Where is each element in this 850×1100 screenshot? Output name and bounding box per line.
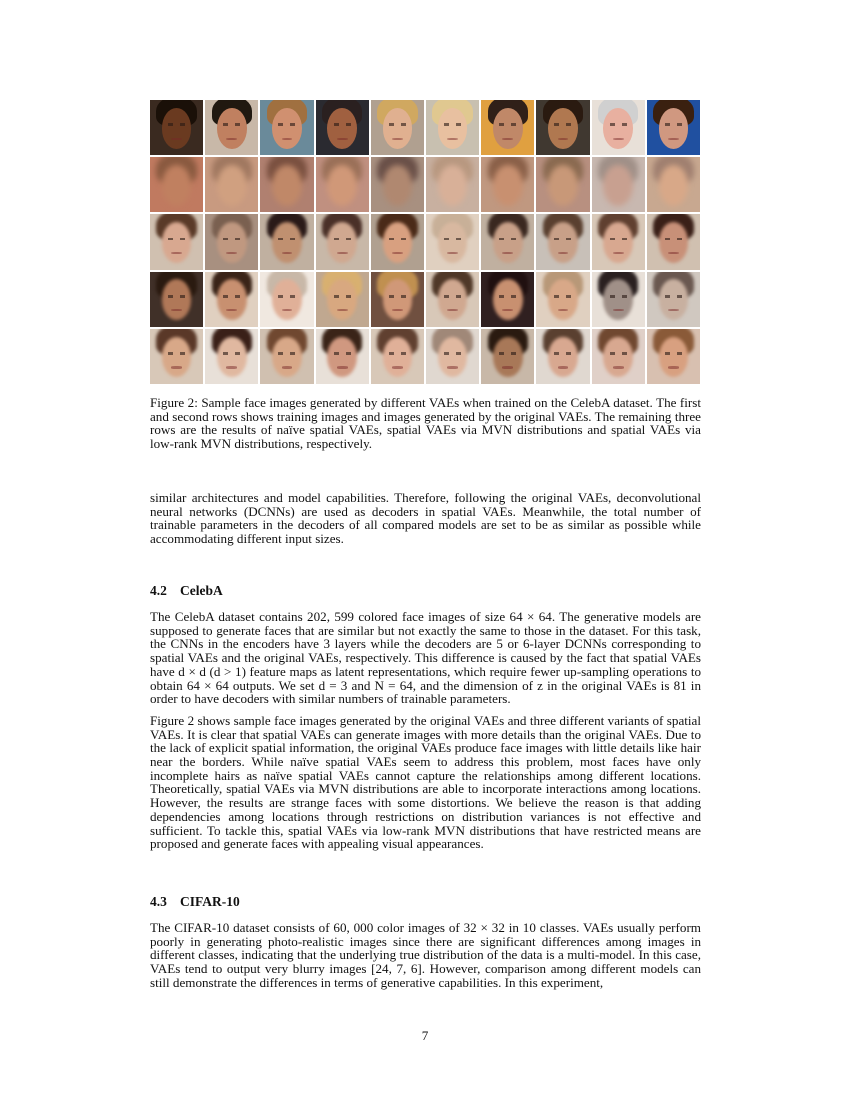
face-image-r1-c5 bbox=[371, 100, 424, 155]
face-image-r4-c6 bbox=[426, 272, 479, 327]
section-heading-4-2 bbox=[150, 583, 223, 599]
face-shape bbox=[659, 337, 689, 378]
eyes-shape bbox=[389, 295, 406, 298]
mouth-shape bbox=[282, 138, 293, 140]
face-shape bbox=[493, 337, 523, 378]
eyes-shape bbox=[665, 352, 682, 355]
face-shape bbox=[603, 337, 633, 378]
face-shape bbox=[603, 165, 633, 206]
face-image-r2-c1 bbox=[150, 157, 203, 212]
mouth-shape bbox=[337, 366, 348, 368]
face-image-r3-c4 bbox=[316, 214, 369, 269]
mouth-shape bbox=[668, 138, 679, 140]
face-shape bbox=[327, 108, 357, 149]
mouth-shape bbox=[558, 366, 569, 368]
face-image-r5-c6 bbox=[426, 329, 479, 384]
face-image-r4-c4 bbox=[316, 272, 369, 327]
face-image-r3-c8 bbox=[536, 214, 589, 269]
face-image-r2-c4 bbox=[316, 157, 369, 212]
figure-2-face-grid bbox=[150, 100, 700, 384]
face-shape bbox=[217, 222, 247, 263]
face-image-r2-c3 bbox=[260, 157, 313, 212]
face-shape bbox=[438, 108, 468, 149]
face-image-r3-c7 bbox=[481, 214, 534, 269]
eyes-shape bbox=[444, 295, 461, 298]
face-image-r3-c6 bbox=[426, 214, 479, 269]
face-shape bbox=[327, 222, 357, 263]
face-image-r1-c7 bbox=[481, 100, 534, 155]
mouth-shape bbox=[226, 252, 237, 254]
face-image-r5-c8 bbox=[536, 329, 589, 384]
mouth-shape bbox=[613, 138, 624, 140]
eyes-shape bbox=[444, 238, 461, 241]
face-shape bbox=[162, 165, 192, 206]
figure-caption: Figure 2: Sample face images generated by different VAEs when trained on the CelebA dataset. The first and second rows shows training images and images generated by the original VAEs. The remaining three rows are the results of naïve spatial VAEs, spatial VAEs via MVN distributions and spatial VAEs via low-rank MVN distributions, respectively. bbox=[150, 395, 701, 452]
eyes-shape bbox=[278, 123, 295, 126]
mouth-shape bbox=[392, 366, 403, 368]
face-image-r2-c10 bbox=[647, 157, 700, 212]
face-shape bbox=[383, 165, 413, 206]
face-shape bbox=[438, 337, 468, 378]
eyes-shape bbox=[610, 295, 627, 298]
face-image-r2-c7 bbox=[481, 157, 534, 212]
face-shape bbox=[603, 279, 633, 320]
face-shape bbox=[438, 222, 468, 263]
face-shape bbox=[272, 165, 302, 206]
eyes-shape bbox=[334, 352, 351, 355]
face-shape bbox=[217, 165, 247, 206]
face-shape bbox=[327, 165, 357, 206]
face-image-r2-c6 bbox=[426, 157, 479, 212]
face-shape bbox=[162, 337, 192, 378]
face-shape bbox=[493, 279, 523, 320]
eyes-shape bbox=[389, 123, 406, 126]
face-image-r1-c2 bbox=[205, 100, 258, 155]
face-shape bbox=[272, 108, 302, 149]
face-image-r1-c1 bbox=[150, 100, 203, 155]
eyes-shape bbox=[499, 352, 516, 355]
face-image-r3-c10 bbox=[647, 214, 700, 269]
eyes-shape bbox=[168, 352, 185, 355]
face-image-r4-c10 bbox=[647, 272, 700, 327]
face-image-r3-c5 bbox=[371, 214, 424, 269]
face-shape bbox=[659, 165, 689, 206]
face-image-r1-c8 bbox=[536, 100, 589, 155]
eyes-shape bbox=[334, 123, 351, 126]
face-shape bbox=[548, 165, 578, 206]
face-image-r4-c8 bbox=[536, 272, 589, 327]
mouth-shape bbox=[226, 138, 237, 140]
face-shape bbox=[217, 279, 247, 320]
face-image-r5-c7 bbox=[481, 329, 534, 384]
eyes-shape bbox=[223, 238, 240, 241]
face-image-r3-c3 bbox=[260, 214, 313, 269]
face-shape bbox=[548, 279, 578, 320]
section-number: 4.2 bbox=[150, 583, 167, 598]
face-shape bbox=[438, 165, 468, 206]
face-image-r2-c2 bbox=[205, 157, 258, 212]
eyes-shape bbox=[334, 295, 351, 298]
face-shape bbox=[493, 222, 523, 263]
eyes-shape bbox=[168, 238, 185, 241]
face-shape bbox=[603, 222, 633, 263]
eyes-shape bbox=[610, 352, 627, 355]
eyes-shape bbox=[665, 295, 682, 298]
face-image-r2-c8 bbox=[536, 157, 589, 212]
paragraph-continued: similar architectures and model capabilities. Therefore, following the original VAEs, deconvolutional neural networks (DCNNs) are used as decoders in spatial VAEs. Meanwhile, the total number of trainable parameters in the decoders of all compared models are set to be as similar as possible while accommodating different input sizes. bbox=[150, 490, 701, 547]
face-image-r2-c9 bbox=[592, 157, 645, 212]
eyes-shape bbox=[499, 123, 516, 126]
face-image-r5-c1 bbox=[150, 329, 203, 384]
face-image-r4-c9 bbox=[592, 272, 645, 327]
face-shape bbox=[493, 165, 523, 206]
eyes-shape bbox=[665, 238, 682, 241]
mouth-shape bbox=[558, 138, 569, 140]
eyes-shape bbox=[223, 295, 240, 298]
mouth-shape bbox=[447, 252, 458, 254]
face-shape bbox=[548, 337, 578, 378]
face-image-r4-c1 bbox=[150, 272, 203, 327]
section-title: CIFAR-10 bbox=[180, 894, 240, 909]
mouth-shape bbox=[613, 252, 624, 254]
mouth-shape bbox=[502, 138, 513, 140]
face-shape bbox=[162, 279, 192, 320]
mouth-shape bbox=[392, 252, 403, 254]
face-shape bbox=[383, 222, 413, 263]
mouth-shape bbox=[171, 366, 182, 368]
section-title: CelebA bbox=[180, 583, 223, 598]
mouth-shape bbox=[668, 252, 679, 254]
eyes-shape bbox=[665, 123, 682, 126]
mouth-shape bbox=[337, 252, 348, 254]
section-heading-4-3 bbox=[150, 894, 240, 910]
face-image-r1-c3 bbox=[260, 100, 313, 155]
face-shape bbox=[217, 337, 247, 378]
mouth-shape bbox=[613, 366, 624, 368]
face-shape bbox=[162, 108, 192, 149]
face-image-r1-c10 bbox=[647, 100, 700, 155]
face-image-r5-c10 bbox=[647, 329, 700, 384]
eyes-shape bbox=[223, 352, 240, 355]
face-image-r5-c4 bbox=[316, 329, 369, 384]
eyes-shape bbox=[334, 238, 351, 241]
face-shape bbox=[383, 337, 413, 378]
eyes-shape bbox=[278, 295, 295, 298]
mouth-shape bbox=[447, 138, 458, 140]
face-shape bbox=[383, 279, 413, 320]
eyes-shape bbox=[499, 238, 516, 241]
face-image-r2-c5 bbox=[371, 157, 424, 212]
mouth-shape bbox=[171, 138, 182, 140]
mouth-shape bbox=[502, 252, 513, 254]
face-image-r5-c5 bbox=[371, 329, 424, 384]
eyes-shape bbox=[610, 238, 627, 241]
eyes-shape bbox=[444, 352, 461, 355]
mouth-shape bbox=[226, 366, 237, 368]
face-image-r4-c2 bbox=[205, 272, 258, 327]
face-shape bbox=[438, 279, 468, 320]
face-shape bbox=[548, 108, 578, 149]
mouth-shape bbox=[392, 138, 403, 140]
face-shape bbox=[272, 222, 302, 263]
face-image-r1-c4 bbox=[316, 100, 369, 155]
eyes-shape bbox=[554, 352, 571, 355]
face-image-r4-c3 bbox=[260, 272, 313, 327]
eyes-shape bbox=[554, 238, 571, 241]
mouth-shape bbox=[171, 252, 182, 254]
face-shape bbox=[659, 222, 689, 263]
mouth-shape bbox=[502, 366, 513, 368]
section-4-2-body bbox=[150, 610, 701, 859]
section-number: 4.3 bbox=[150, 894, 167, 909]
mouth-shape bbox=[447, 366, 458, 368]
mouth-shape bbox=[668, 366, 679, 368]
eyes-shape bbox=[444, 123, 461, 126]
face-shape bbox=[659, 108, 689, 149]
paragraph-celeba-setup: The CelebA dataset contains 202, 599 colored face images of size 64 × 64. The generative models are supposed to generate faces that are similar but not exactly the same to those in the dataset. For this task, the CNNs in the encoders have 3 layers while the decoders are 5 or 6-layer DCNNs corresponding to spatial VAEs and the original VAEs, respectively. This difference is caused by the fact that spatial VAEs have d × d (d > 1) feature maps as latent representations, which require fewer up-sampling operations to obtain 64 × 64 outputs. We set d = 3 and N = 64, and the dimension of z in the original VAEs is 81 in order to have decoders with similar numbers of trainable parameters. bbox=[150, 609, 701, 707]
face-image-r1-c9 bbox=[592, 100, 645, 155]
face-shape bbox=[162, 222, 192, 263]
eyes-shape bbox=[499, 295, 516, 298]
eyes-shape bbox=[389, 238, 406, 241]
face-image-r5-c3 bbox=[260, 329, 313, 384]
mouth-shape bbox=[337, 138, 348, 140]
face-image-r4-c5 bbox=[371, 272, 424, 327]
face-image-r5-c9 bbox=[592, 329, 645, 384]
eyes-shape bbox=[278, 238, 295, 241]
face-shape bbox=[327, 337, 357, 378]
face-shape bbox=[327, 279, 357, 320]
mouth-shape bbox=[282, 366, 293, 368]
eyes-shape bbox=[168, 295, 185, 298]
eyes-shape bbox=[278, 352, 295, 355]
eyes-shape bbox=[610, 123, 627, 126]
face-image-r3-c1 bbox=[150, 214, 203, 269]
face-shape bbox=[383, 108, 413, 149]
face-shape bbox=[272, 337, 302, 378]
face-image-r3-c2 bbox=[205, 214, 258, 269]
eyes-shape bbox=[168, 123, 185, 126]
eyes-shape bbox=[389, 352, 406, 355]
face-shape bbox=[603, 108, 633, 149]
face-shape bbox=[272, 279, 302, 320]
paragraph-cifar: The CIFAR-10 dataset consists of 60, 000 color images of 32 × 32 in 10 classes. VAEs usually perform poorly in generating photo-realistic images since there are significant differences among images in different classes, indicating that the underlying true distribution of the data is a multi-model. In this case, VAEs tend to output very blurry images [24, 7, 6]. However, comparison among different models can still demonstrate the differences in terms of generative capabilities. In this experiment, bbox=[150, 920, 701, 990]
face-image-r5-c2 bbox=[205, 329, 258, 384]
paragraph-celeba-results: Figure 2 shows sample face images generated by the original VAEs and three different variants of spatial VAEs. It is clear that spatial VAEs can generate images with more details than the original VAEs. Due to the lack of explicit spatial information, the original VAEs produce face images with little details like hair near the borders. While naïve spatial VAEs seem to address this problem, most faces have only incomplete hairs as naïve spatial VAEs cannot capture the relationships among different locations. Theoretically, spatial VAEs via MVN distributions are able to incorporate interactions among locations. However, the results are strange faces with some distortions. We believe the reason is that adding dependencies among locations through restrictions on distribution variances is not effective and sufficient. To tackle this, spatial VAEs via low-rank MVN distributions that have restricted means are proposed and generate faces with appealing visual appearances. bbox=[150, 712, 701, 852]
face-shape bbox=[493, 108, 523, 149]
face-shape bbox=[659, 279, 689, 320]
face-image-r1-c6 bbox=[426, 100, 479, 155]
eyes-shape bbox=[554, 123, 571, 126]
page-number: 7 bbox=[421, 1028, 429, 1043]
eyes-shape bbox=[554, 295, 571, 298]
face-image-r4-c7 bbox=[481, 272, 534, 327]
face-image-r3-c9 bbox=[592, 214, 645, 269]
face-shape bbox=[217, 108, 247, 149]
face-shape bbox=[548, 222, 578, 263]
eyes-shape bbox=[223, 123, 240, 126]
